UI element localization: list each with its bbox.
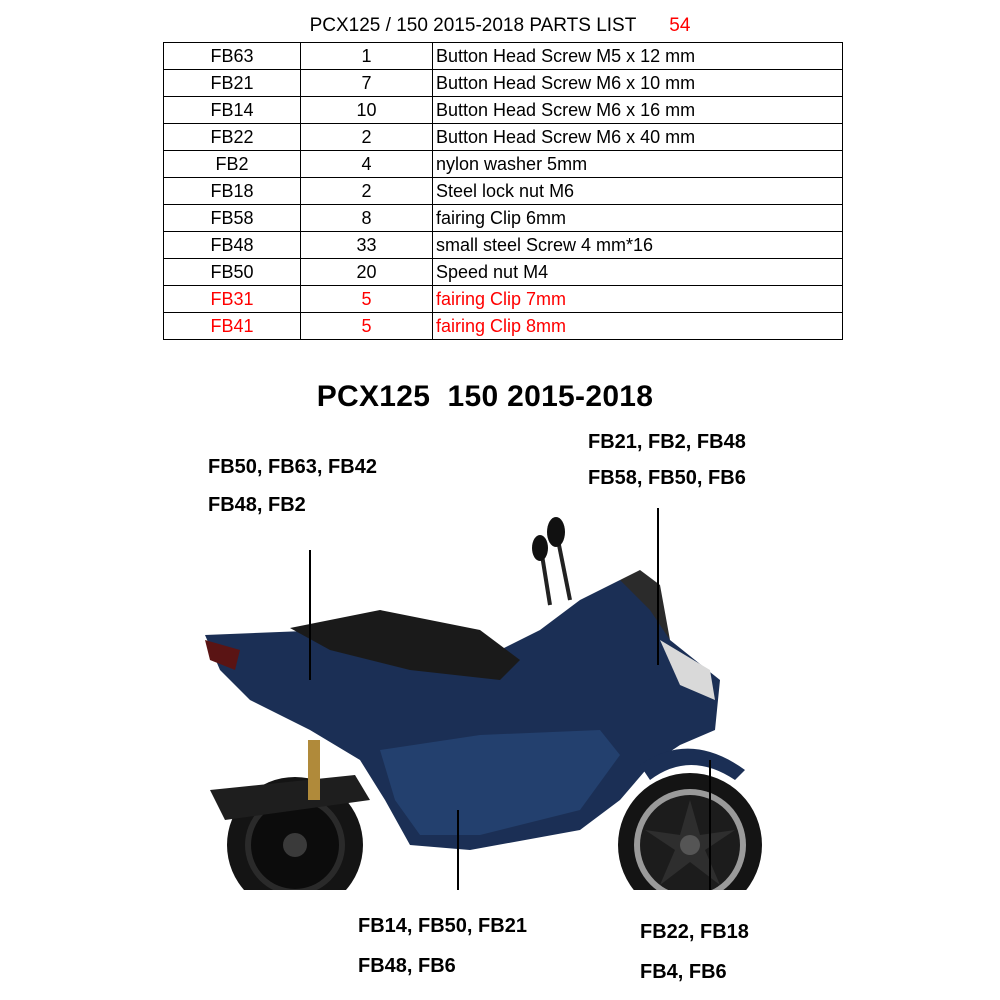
part-qty-cell: 5 <box>301 313 433 340</box>
callout-floorboard <box>358 906 527 986</box>
part-qty-cell: 10 <box>301 97 433 124</box>
part-code-cell: FB31 <box>164 286 301 313</box>
table-row <box>164 205 843 232</box>
part-qty-cell: 2 <box>301 124 433 151</box>
parts-table <box>163 42 843 340</box>
part-code-cell: FB2 <box>164 151 301 178</box>
table-row <box>164 151 843 178</box>
callout-line: FB21, FB2, FB48 <box>588 431 746 453</box>
table-row <box>164 70 843 97</box>
part-code-cell: FB63 <box>164 43 301 70</box>
part-code-cell: FB48 <box>164 232 301 259</box>
part-description-cell: Steel lock nut M6 <box>433 178 843 205</box>
part-qty-cell: 5 <box>301 286 433 313</box>
part-description-cell: fairing Clip 7mm <box>433 286 843 313</box>
part-description-cell: Button Head Screw M5 x 12 mm <box>433 43 843 70</box>
diagram-title: PCX125 150 2015-2018 <box>316 380 654 413</box>
part-description-cell: nylon washer 5mm <box>433 151 843 178</box>
parts-list-header <box>0 14 1000 38</box>
part-qty-cell: 4 <box>301 151 433 178</box>
part-code-cell: FB21 <box>164 70 301 97</box>
part-description-cell: small steel Screw 4 mm*16 <box>433 232 843 259</box>
table-row <box>164 286 843 313</box>
part-code-cell: FB14 <box>164 97 301 124</box>
callout-line: FB48, FB6 <box>358 955 456 977</box>
part-code-cell: FB18 <box>164 178 301 205</box>
callout-front-fairing <box>588 424 746 496</box>
callout-line: FB48, FB2 <box>208 494 306 516</box>
part-description-cell: Button Head Screw M6 x 40 mm <box>433 124 843 151</box>
table-row <box>164 259 843 286</box>
parts-list-title: PCX125 / 150 2015-2018 PARTS LIST <box>309 15 636 36</box>
callout-line: FB14, FB50, FB21 <box>358 915 527 937</box>
part-description-cell: Speed nut M4 <box>433 259 843 286</box>
part-code-cell: FB22 <box>164 124 301 151</box>
part-description-cell: Button Head Screw M6 x 16 mm <box>433 97 843 124</box>
callout-front-fork <box>640 912 749 992</box>
page-number: 54 <box>669 15 691 36</box>
callout-line: FB50, FB63, FB42 <box>208 456 377 478</box>
part-description-cell: fairing Clip 6mm <box>433 205 843 232</box>
mirror-icon <box>532 517 570 605</box>
part-code-cell: FB41 <box>164 313 301 340</box>
table-row <box>164 43 843 70</box>
part-qty-cell: 2 <box>301 178 433 205</box>
part-qty-cell: 20 <box>301 259 433 286</box>
part-qty-cell: 33 <box>301 232 433 259</box>
part-qty-cell: 7 <box>301 70 433 97</box>
part-code-cell: FB58 <box>164 205 301 232</box>
part-code-cell: FB50 <box>164 259 301 286</box>
table-row <box>164 232 843 259</box>
scooter-image <box>180 500 800 890</box>
part-qty-cell: 1 <box>301 43 433 70</box>
table-row <box>164 178 843 205</box>
table-row <box>164 97 843 124</box>
table-row <box>164 313 843 340</box>
table-row <box>164 124 843 151</box>
part-description-cell: fairing Clip 8mm <box>433 313 843 340</box>
rear-shock <box>308 740 320 800</box>
callout-line: FB58, FB50, FB6 <box>588 467 746 489</box>
part-description-cell: Button Head Screw M6 x 10 mm <box>433 70 843 97</box>
callout-line: FB22, FB18 <box>640 921 749 943</box>
part-qty-cell: 8 <box>301 205 433 232</box>
front-wheel <box>618 773 762 890</box>
callout-line: FB4, FB6 <box>640 961 727 983</box>
